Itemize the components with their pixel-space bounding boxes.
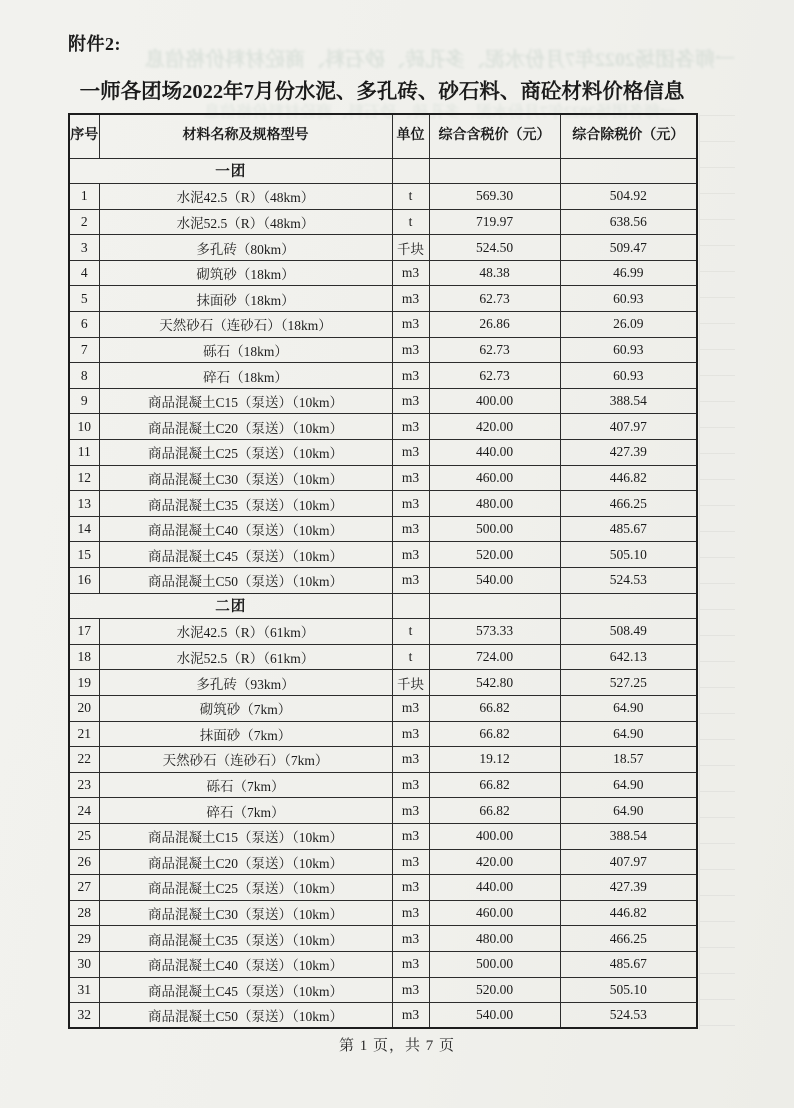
unit-cell: m3: [392, 1003, 429, 1029]
material-name-cell: 商品混凝土C35（泵送）（10km）: [99, 926, 392, 952]
price-excl-tax-cell: 427.39: [560, 440, 697, 466]
unit-cell: m3: [392, 823, 429, 849]
price-incl-tax-cell: 569.30: [429, 184, 560, 210]
attachment-label: 附件2:: [68, 34, 121, 54]
price-excl-tax-cell: 446.82: [560, 900, 697, 926]
price-incl-tax-cell: 480.00: [429, 926, 560, 952]
price-excl-tax-cell: 388.54: [560, 823, 697, 849]
price-excl-tax-cell: 64.90: [560, 798, 697, 824]
seq-cell: 31: [69, 977, 99, 1003]
price-excl-tax-cell: 485.67: [560, 951, 697, 977]
table-row: [69, 516, 697, 542]
material-name-cell: 多孔砖（80km）: [99, 235, 392, 261]
price-incl-tax-cell: 542.80: [429, 670, 560, 696]
col-header-price-incl-tax: 综合含税价（元）: [429, 114, 560, 158]
material-name-cell: 砾石（18km）: [99, 337, 392, 363]
price-excl-tax-cell: 26.09: [560, 312, 697, 338]
material-name-cell: 多孔砖（93km）: [99, 670, 392, 696]
seq-cell: 15: [69, 542, 99, 568]
unit-cell: m3: [392, 798, 429, 824]
price-incl-tax-cell: 480.00: [429, 491, 560, 517]
material-name-cell: 商品混凝土C25（泵送）（10km）: [99, 875, 392, 901]
material-name-cell: 水泥52.5（R）（61km）: [99, 644, 392, 670]
price-incl-tax-cell: 26.86: [429, 312, 560, 338]
unit-cell: m3: [392, 951, 429, 977]
price-incl-tax-cell: 62.73: [429, 363, 560, 389]
unit-cell: 千块: [392, 670, 429, 696]
table-row: [69, 849, 697, 875]
material-name-cell: 商品混凝土C15（泵送）（10km）: [99, 823, 392, 849]
price-excl-tax-cell: 524.53: [560, 1003, 697, 1029]
seq-cell: 21: [69, 721, 99, 747]
seq-cell: 4: [69, 260, 99, 286]
unit-cell: m3: [392, 516, 429, 542]
unit-cell: m3: [392, 900, 429, 926]
price-excl-tax-cell: 64.90: [560, 721, 697, 747]
price-excl-tax-cell: 509.47: [560, 235, 697, 261]
table-row: [69, 414, 697, 440]
material-name-cell: 商品混凝土C20（泵送）（10km）: [99, 849, 392, 875]
seq-cell: 24: [69, 798, 99, 824]
unit-cell: m3: [392, 260, 429, 286]
price-excl-tax-cell: 64.90: [560, 772, 697, 798]
table-row: [69, 1003, 697, 1029]
unit-cell: t: [392, 209, 429, 235]
table-row: [69, 823, 697, 849]
material-name-cell: 水泥52.5（R）（48km）: [99, 209, 392, 235]
empty-cell: [560, 158, 697, 184]
material-name-cell: 天然砂石（连砂石）（18km）: [99, 312, 392, 338]
seq-cell: 16: [69, 568, 99, 594]
unit-cell: m3: [392, 414, 429, 440]
unit-cell: t: [392, 619, 429, 645]
col-header-price-excl-tax: 综合除税价（元）: [560, 114, 697, 158]
price-excl-tax-cell: 388.54: [560, 388, 697, 414]
price-incl-tax-cell: 460.00: [429, 900, 560, 926]
unit-cell: m3: [392, 977, 429, 1003]
price-incl-tax-cell: 540.00: [429, 1003, 560, 1029]
unit-cell: m3: [392, 849, 429, 875]
price-incl-tax-cell: 460.00: [429, 465, 560, 491]
price-incl-tax-cell: 66.82: [429, 695, 560, 721]
bleed-through-text: 一师各团场2022年7月份水泥、多孔砖、砂石料、商砼材料价格信息: [145, 49, 735, 71]
table-row: [69, 926, 697, 952]
table-row: [69, 568, 697, 594]
price-incl-tax-cell: 62.73: [429, 337, 560, 363]
price-excl-tax-cell: 60.93: [560, 337, 697, 363]
material-name-cell: 抹面砂（7km）: [99, 721, 392, 747]
price-excl-tax-cell: 485.67: [560, 516, 697, 542]
seq-cell: 23: [69, 772, 99, 798]
table-row: [69, 747, 697, 773]
price-incl-tax-cell: 573.33: [429, 619, 560, 645]
seq-cell: 3: [69, 235, 99, 261]
seq-cell: 26: [69, 849, 99, 875]
price-excl-tax-cell: 46.99: [560, 260, 697, 286]
unit-cell: m3: [392, 388, 429, 414]
unit-cell: m3: [392, 875, 429, 901]
seq-cell: 14: [69, 516, 99, 542]
table-row: [69, 465, 697, 491]
table-row: [69, 670, 697, 696]
table-row: [69, 388, 697, 414]
table-row: [69, 491, 697, 517]
section-label: 一团: [69, 158, 392, 184]
price-excl-tax-cell: 508.49: [560, 619, 697, 645]
price-incl-tax-cell: 420.00: [429, 414, 560, 440]
material-name-cell: 商品混凝土C30（泵送）（10km）: [99, 465, 392, 491]
seq-cell: 2: [69, 209, 99, 235]
price-incl-tax-cell: 520.00: [429, 977, 560, 1003]
unit-cell: 千块: [392, 235, 429, 261]
material-name-cell: 商品混凝土C15（泵送）（10km）: [99, 388, 392, 414]
seq-cell: 22: [69, 747, 99, 773]
table-row: [69, 337, 697, 363]
empty-cell: [429, 593, 560, 619]
unit-cell: m3: [392, 568, 429, 594]
price-excl-tax-cell: 642.13: [560, 644, 697, 670]
price-excl-tax-cell: 60.93: [560, 286, 697, 312]
material-name-cell: 商品混凝土C50（泵送）（10km）: [99, 568, 392, 594]
material-name-cell: 水泥42.5（R）（61km）: [99, 619, 392, 645]
material-name-cell: 商品混凝土C25（泵送）（10km）: [99, 440, 392, 466]
material-name-cell: 砾石（7km）: [99, 772, 392, 798]
unit-cell: m3: [392, 337, 429, 363]
price-incl-tax-cell: 19.12: [429, 747, 560, 773]
material-name-cell: 抹面砂（18km）: [99, 286, 392, 312]
seq-cell: 7: [69, 337, 99, 363]
seq-cell: 27: [69, 875, 99, 901]
table-row: [69, 721, 697, 747]
unit-cell: m3: [392, 926, 429, 952]
unit-cell: m3: [392, 695, 429, 721]
table-row: [69, 644, 697, 670]
seq-cell: 8: [69, 363, 99, 389]
material-name-cell: 碎石（7km）: [99, 798, 392, 824]
material-name-cell: 砌筑砂（7km）: [99, 695, 392, 721]
unit-cell: m3: [392, 286, 429, 312]
seq-cell: 18: [69, 644, 99, 670]
bleed-through-text-2: 一师各团场2022年7月份水泥、多孔砖、砂石料、商砼材料价格信息: [204, 104, 677, 121]
table-row: [69, 312, 697, 338]
table-row: [69, 440, 697, 466]
price-incl-tax-cell: 66.82: [429, 721, 560, 747]
seq-cell: 32: [69, 1003, 99, 1029]
seq-cell: 6: [69, 312, 99, 338]
price-excl-tax-cell: 407.97: [560, 849, 697, 875]
material-name-cell: 砌筑砂（18km）: [99, 260, 392, 286]
material-name-cell: 天然砂石（连砂石）（7km）: [99, 747, 392, 773]
col-header-material-name: 材料名称及规格型号: [99, 114, 392, 158]
unit-cell: m3: [392, 721, 429, 747]
section-row: [69, 593, 697, 619]
empty-cell: [392, 593, 429, 619]
bleed-through-grid: [699, 115, 735, 1030]
price-excl-tax-cell: 638.56: [560, 209, 697, 235]
unit-cell: m3: [392, 312, 429, 338]
table-row: [69, 260, 697, 286]
price-excl-tax-cell: 427.39: [560, 875, 697, 901]
empty-cell: [560, 593, 697, 619]
seq-cell: 17: [69, 619, 99, 645]
price-excl-tax-cell: 18.57: [560, 747, 697, 773]
unit-cell: m3: [392, 440, 429, 466]
page-title: 一师各团场2022年7月份水泥、多孔砖、砂石料、商砼材料价格信息: [79, 81, 685, 103]
header-row: [69, 114, 697, 158]
seq-cell: 12: [69, 465, 99, 491]
seq-cell: 9: [69, 388, 99, 414]
seq-cell: 13: [69, 491, 99, 517]
table-row: [69, 772, 697, 798]
seq-cell: 25: [69, 823, 99, 849]
unit-cell: m3: [392, 747, 429, 773]
price-incl-tax-cell: 440.00: [429, 440, 560, 466]
table-row: [69, 977, 697, 1003]
price-incl-tax-cell: 719.97: [429, 209, 560, 235]
seq-cell: 10: [69, 414, 99, 440]
price-table: [68, 113, 698, 1029]
table-row: [69, 235, 697, 261]
unit-cell: m3: [392, 542, 429, 568]
price-excl-tax-cell: 504.92: [560, 184, 697, 210]
table-row: [69, 542, 697, 568]
seq-cell: 30: [69, 951, 99, 977]
material-name-cell: 商品混凝土C45（泵送）（10km）: [99, 977, 392, 1003]
price-incl-tax-cell: 500.00: [429, 516, 560, 542]
page-footer: 第 1 页，共 7 页: [338, 1038, 455, 1054]
table-row: [69, 619, 697, 645]
seq-cell: 1: [69, 184, 99, 210]
price-incl-tax-cell: 440.00: [429, 875, 560, 901]
price-incl-tax-cell: 540.00: [429, 568, 560, 594]
table-row: [69, 798, 697, 824]
price-excl-tax-cell: 524.53: [560, 568, 697, 594]
price-excl-tax-cell: 527.25: [560, 670, 697, 696]
section-row: [69, 158, 697, 184]
table-row: [69, 363, 697, 389]
unit-cell: t: [392, 644, 429, 670]
price-incl-tax-cell: 524.50: [429, 235, 560, 261]
price-excl-tax-cell: 466.25: [560, 926, 697, 952]
table-row: [69, 900, 697, 926]
unit-cell: m3: [392, 772, 429, 798]
price-excl-tax-cell: 466.25: [560, 491, 697, 517]
price-excl-tax-cell: 505.10: [560, 977, 697, 1003]
price-incl-tax-cell: 400.00: [429, 388, 560, 414]
material-name-cell: 商品混凝土C45（泵送）（10km）: [99, 542, 392, 568]
unit-cell: m3: [392, 465, 429, 491]
price-incl-tax-cell: 48.38: [429, 260, 560, 286]
price-excl-tax-cell: 505.10: [560, 542, 697, 568]
material-name-cell: 商品混凝土C50（泵送）（10km）: [99, 1003, 392, 1029]
table-row: [69, 184, 697, 210]
price-incl-tax-cell: 66.82: [429, 772, 560, 798]
col-header-seq: 序号: [69, 114, 99, 158]
table-row: [69, 695, 697, 721]
table-row: [69, 209, 697, 235]
seq-cell: 5: [69, 286, 99, 312]
seq-cell: 19: [69, 670, 99, 696]
unit-cell: m3: [392, 363, 429, 389]
table-row: [69, 951, 697, 977]
table-row: [69, 875, 697, 901]
seq-cell: 20: [69, 695, 99, 721]
col-header-unit: 单位: [392, 114, 429, 158]
seq-cell: 11: [69, 440, 99, 466]
price-incl-tax-cell: 420.00: [429, 849, 560, 875]
material-name-cell: 碎石（18km）: [99, 363, 392, 389]
material-name-cell: 商品混凝土C35（泵送）（10km）: [99, 491, 392, 517]
table-row: [69, 286, 697, 312]
material-name-cell: 商品混凝土C30（泵送）（10km）: [99, 900, 392, 926]
unit-cell: m3: [392, 491, 429, 517]
seq-cell: 29: [69, 926, 99, 952]
material-name-cell: 商品混凝土C40（泵送）（10km）: [99, 951, 392, 977]
seq-cell: 28: [69, 900, 99, 926]
unit-cell: t: [392, 184, 429, 210]
empty-cell: [429, 158, 560, 184]
price-incl-tax-cell: 500.00: [429, 951, 560, 977]
price-excl-tax-cell: 407.97: [560, 414, 697, 440]
price-incl-tax-cell: 400.00: [429, 823, 560, 849]
material-name-cell: 水泥42.5（R）（48km）: [99, 184, 392, 210]
empty-cell: [392, 158, 429, 184]
price-incl-tax-cell: 62.73: [429, 286, 560, 312]
section-label: 二团: [69, 593, 392, 619]
price-incl-tax-cell: 520.00: [429, 542, 560, 568]
price-excl-tax-cell: 64.90: [560, 695, 697, 721]
material-name-cell: 商品混凝土C40（泵送）（10km）: [99, 516, 392, 542]
price-incl-tax-cell: 66.82: [429, 798, 560, 824]
material-name-cell: 商品混凝土C20（泵送）（10km）: [99, 414, 392, 440]
price-excl-tax-cell: 60.93: [560, 363, 697, 389]
price-excl-tax-cell: 446.82: [560, 465, 697, 491]
price-incl-tax-cell: 724.00: [429, 644, 560, 670]
